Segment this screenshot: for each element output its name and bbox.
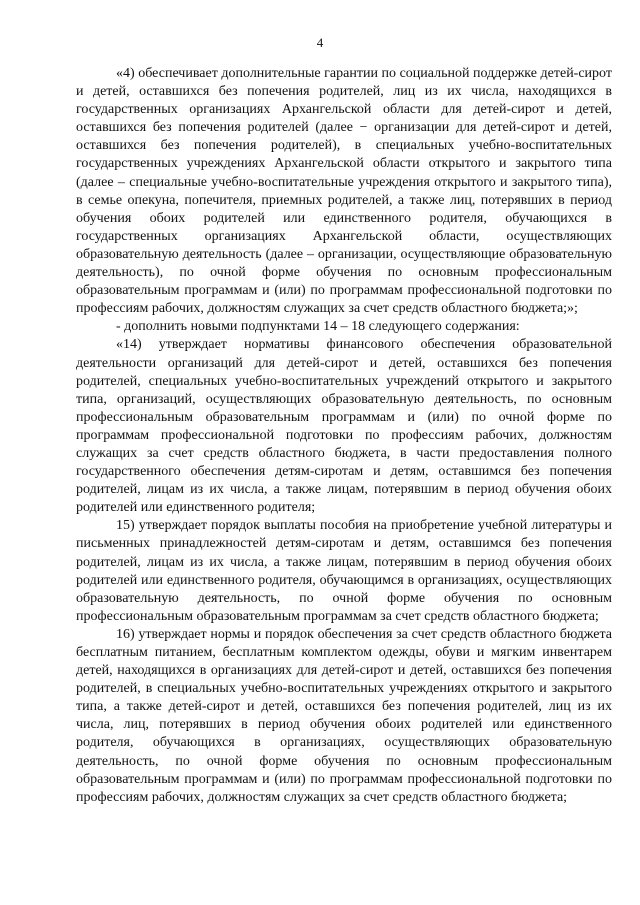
paragraph-subpoint-4: «4) обеспечивает дополнительные гарантии по социальной поддержке детей-сирот и детей, оставшихся без попечения родителей, лиц из их числа, находящихся в государственных организациях Архангельской области для детей-сирот и детей, оставшихся без попечения родителей (далее − организации для детей-сирот и детей, оставшихся без попечения родителей), в специальных учебно-воспитательных государственных учреждениях Архангельской области открытого и закрытого типа (далее – специальные учебно-воспитательные учреждения открытого и закрытого типа), в семье опекуна, попечителя, приемных родителей, а также лиц, потерявших в период обучения обоих родителей или единственного родителя, обучающихся в государственных организациях Архангельской области, осуществляющих образовательную деятельность (далее – организации, осуществляющие образовательную деятельность), по очной форме обучения по основным профессиональным образовательным программам и (или) по программам профессиональной подготовки по профессиям рабочих, должностям служащих за счет средств областного бюджета;»; <box>76 66 612 317</box>
paragraph-subpoint-16: 16) утверждает нормы и порядок обеспечения за счет средств областного бюджета бесплатным питанием, бесплатным комплектом одежды, обуви и мягким инвентарем детей, находящихся в организациях для детей-сирот и детей, оставшихся без попечения родителей, в специальных учебно-воспитательных учреждениях открытого и закрытого типа, а также детей-сирот и детей, оставшихся без попечения родителей, лиц из их числа, лиц, потерявших в период обучения обоих родителей или единственного родителя, обучающихся в организациях, осуществляющих образовательную деятельность, по очной форме обучения по основным профессиональным образовательным программам и (или) по программам профессиональной подготовки по профессиям рабочих, должностям служащих за счет средств областного бюджета; <box>76 626 612 805</box>
page-number: 4 <box>316 35 324 50</box>
paragraph-subpoint-14: «14) утверждает нормативы финансового обеспечения образовательной деятельности организаций для детей-сирот и детей, оставшихся без попечения родителей, специальных учебно-воспитательных учреждений открытого и закрытого типа, организаций, осуществляющих образовательную деятельность, по основным профессиональным образовательным программам и (или) по очной форме по программам профессиональной подготовки по профессиям рабочих, должностям служащих за счет средств областного бюджета, в части предоставления полного государственного обеспечения детям-сиротам и детям, оставшимся без попечения родителей, лицам из их числа, а также лицам, потерявшим в период обучения обоих родителей или единственного родителя; <box>76 337 612 516</box>
document-body <box>76 65 612 807</box>
paragraph-amendment-intro: - дополнить новыми подпунктами 14 – 18 следующего содержания: <box>116 319 520 335</box>
paragraph-subpoint-15: 15) утверждает порядок выплаты пособия на приобретение учебной литературы и письменных принадлежностей детям-сиротам и детям, оставшимся без попечения родителей, лицам из их числа, а также лицам, потерявшим в период обучения обоих родителей или единственного родителя, обучающимся в организациях, осуществляющих образовательную деятельность, по очной форме обучения по основным профессиональным образовательным программам за счет средств областного бюджета; <box>76 518 612 624</box>
